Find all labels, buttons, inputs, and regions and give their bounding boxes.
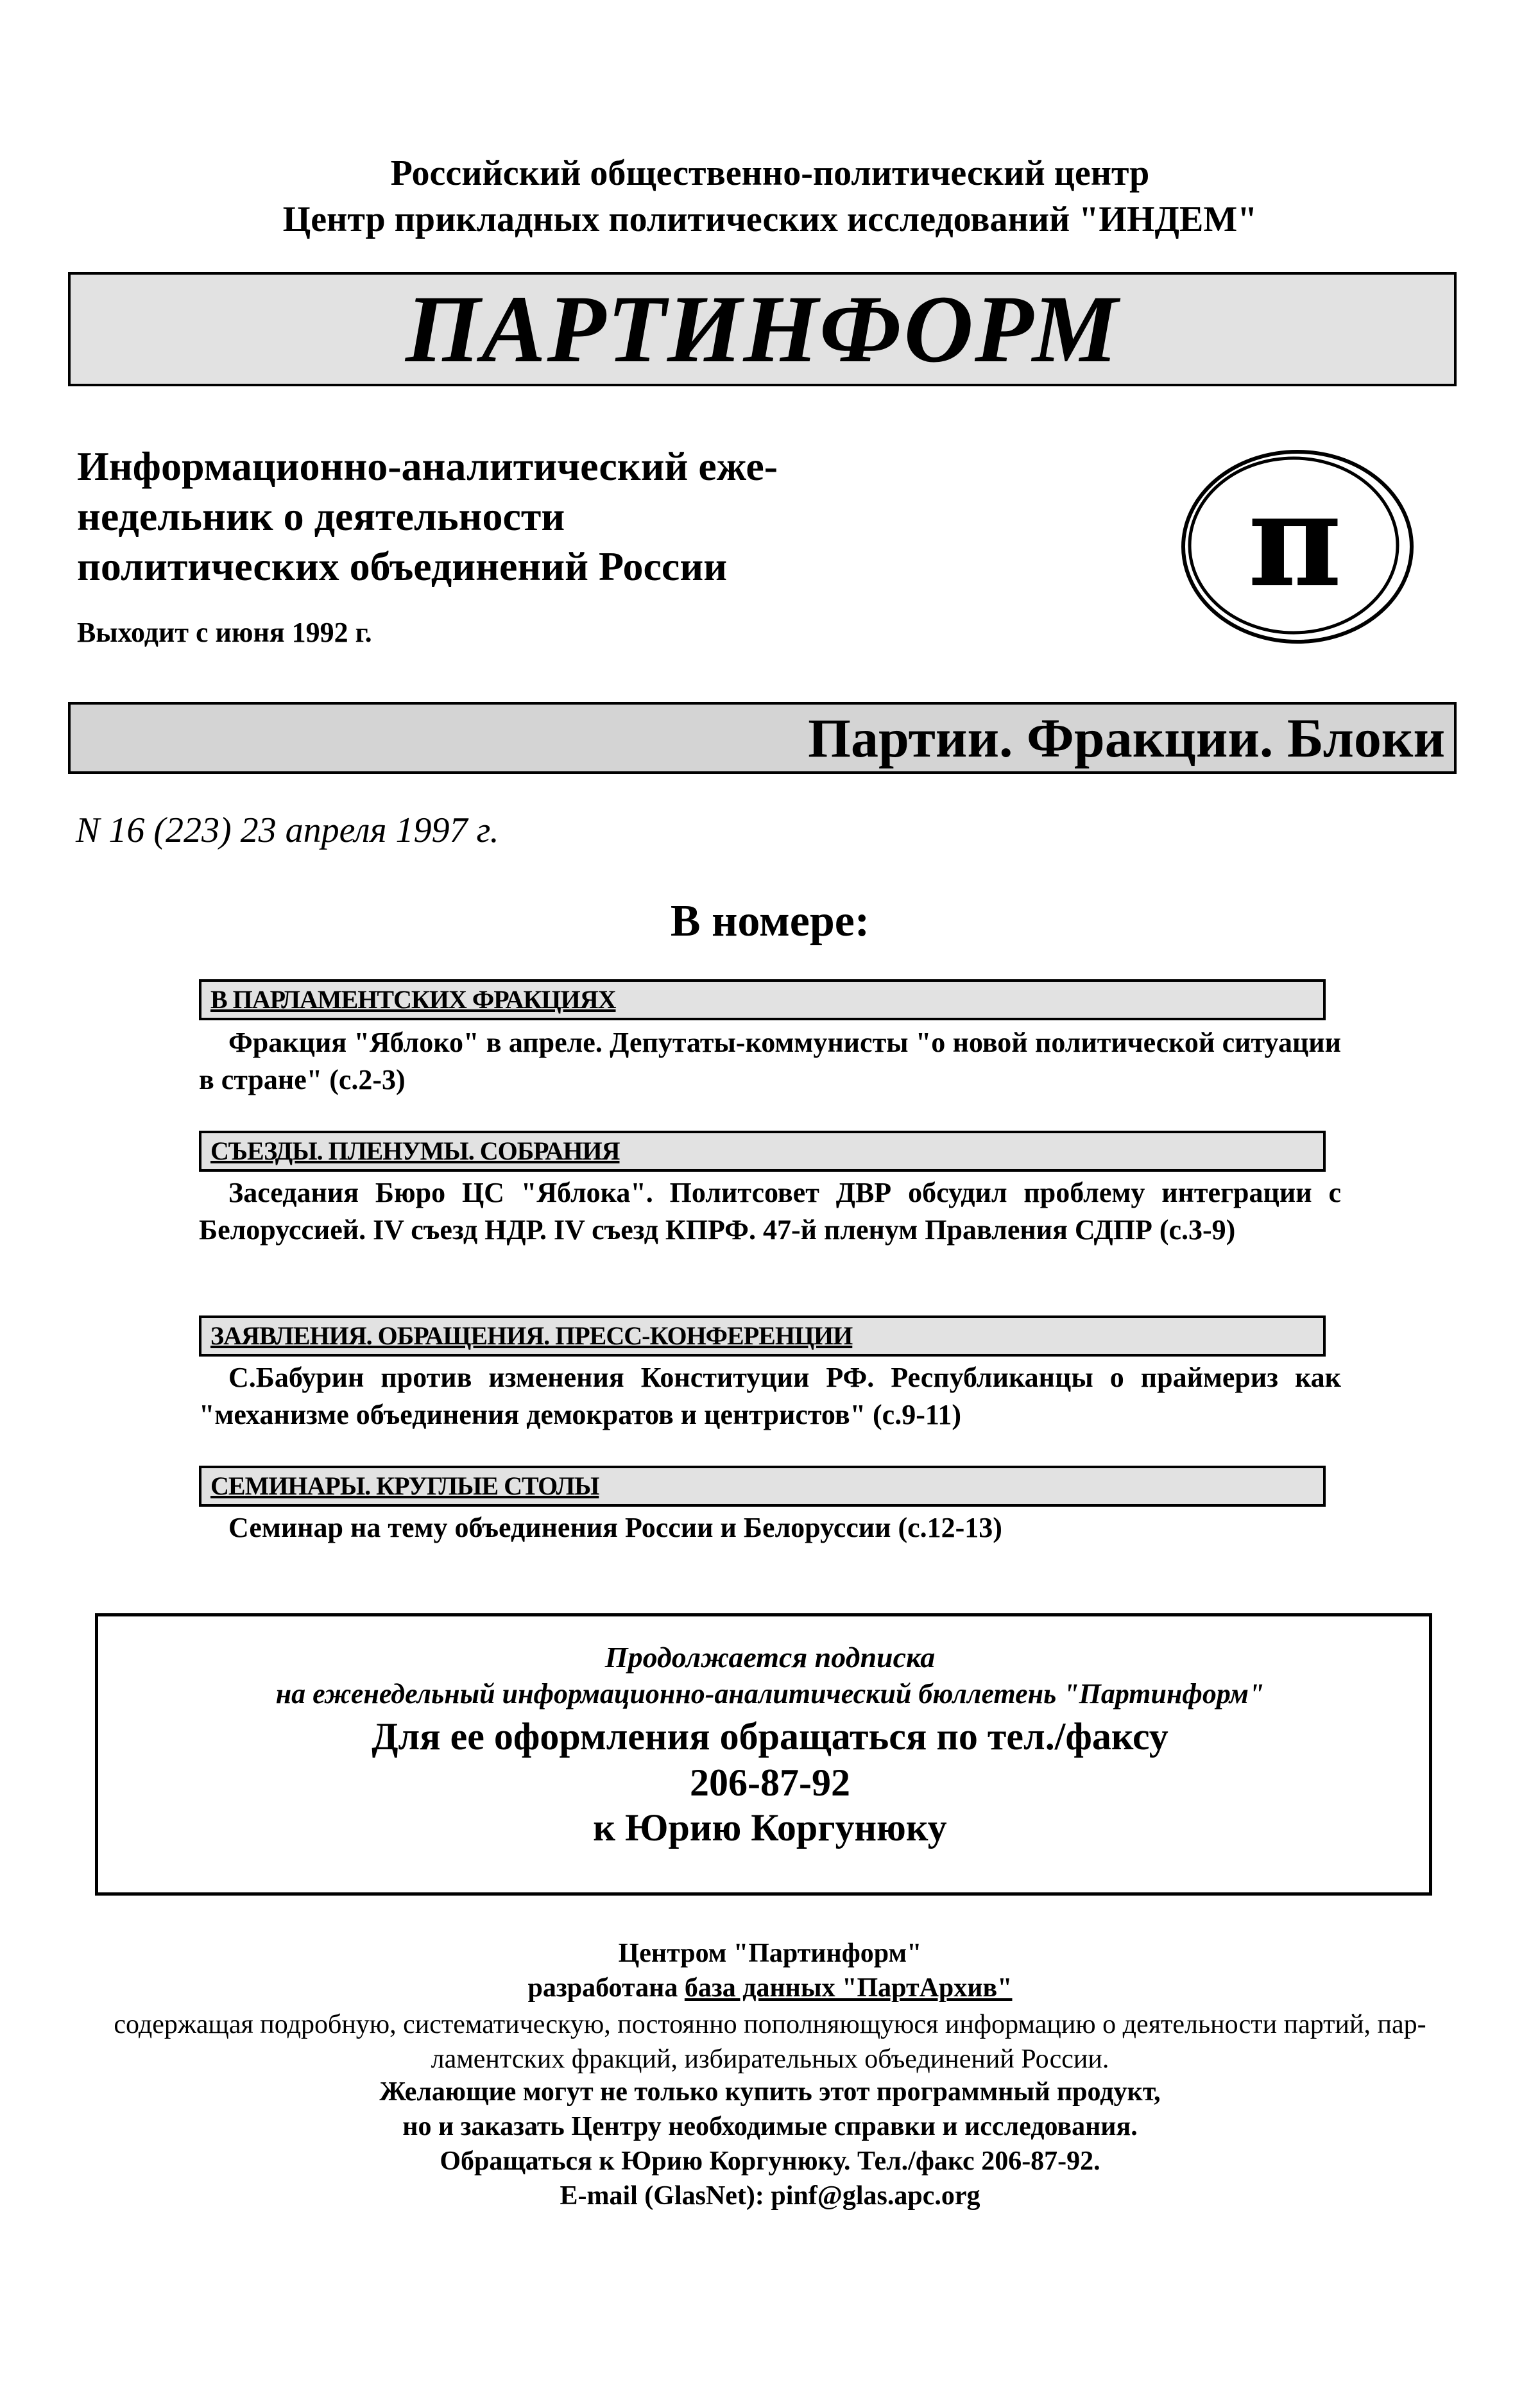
subscription-line: Для ее оформления обращаться по тел./факсу: [372, 1715, 1168, 1758]
footer-line: но и заказать Центру необходимые справки и исследования.: [402, 2112, 1138, 2141]
database-link[interactable]: база данных "ПартАрхив": [684, 1973, 1013, 2003]
contents-section-heading[interactable]: СЕМИНАРЫ. КРУГЛЫЕ СТОЛЫ: [199, 1466, 1326, 1507]
footer-line: [0, 1973, 1540, 2003]
contents-section-summary: Семинар на тему объединения России и Белоруссии (с.12-13): [228, 1512, 1002, 1543]
subscription-phone: 206-87-92: [690, 1761, 850, 1804]
subscription-line: Продолжается подписка: [604, 1641, 936, 1674]
subscription-contact: к Юрию Коргунюку: [593, 1806, 947, 1849]
org-name-line1: Российский общественно-политический центр: [390, 153, 1150, 193]
subtitle-line: политических объединений России: [77, 544, 728, 589]
section-banner-title: Партии. Фракции. Блоки: [808, 707, 1445, 769]
footer-line: Центром "Партинформ": [618, 1939, 922, 1968]
publication-since: Выходит с июня 1992 г.: [77, 617, 372, 648]
contents-section-summary: Фракция "Яблоко" в апреле. Депутаты-коммунисты "о новой политической ситуации в стране" (с.2-3): [199, 1027, 1341, 1095]
pi-circle-logo-icon: [1174, 443, 1418, 648]
footer-line: Желающие могут не только купить этот программный продукт,: [379, 2077, 1161, 2107]
subtitle-line: Информационно-аналитический еже-: [77, 443, 778, 489]
contents-title: В номере:: [670, 896, 870, 946]
contents-section-heading[interactable]: В ПАРЛАМЕНТСКИХ ФРАКЦИЯХ: [199, 979, 1326, 1020]
masthead-title: ПАРТИНФОРМ: [405, 276, 1120, 382]
issue-number: N 16 (223) 23 апреля 1997 г.: [76, 810, 499, 850]
org-name-line2: Центр прикладных политических исследований "ИНДЕМ": [282, 200, 1258, 239]
contents-section-summary: С.Бабурин против изменения Конституции РФ. Республиканцы о праймериз как "механизме объединения демократов и центристов" (с.9-11): [199, 1362, 1341, 1430]
subscription-line: на еженедельный информационно-аналитический бюллетень "Партинформ": [275, 1678, 1265, 1709]
footer-email[interactable]: E-mail (GlasNet): pinf@glas.apc.org: [560, 2181, 980, 2211]
logo-symbol: π: [1247, 465, 1342, 616]
subtitle-line: недельник о деятельности: [77, 493, 565, 539]
section-banner: [68, 702, 1457, 774]
masthead-subtitle: [77, 441, 1040, 592]
masthead-title-box: [68, 272, 1457, 386]
contents-section-summary: Заседания Бюро ЦС "Яблока". Политсовет ДВР обсудил проблему интеграции с Белоруссией. IV съезд НДР. IV съезд КПРФ. 47-й пленум Правления СДПР (с.3-9): [199, 1177, 1341, 1246]
contents-section-heading[interactable]: ЗАЯВЛЕНИЯ. ОБРАЩЕНИЯ. ПРЕСС-КОНФЕРЕНЦИИ: [199, 1315, 1326, 1357]
contents-section-heading[interactable]: СЪЕЗДЫ. ПЛЕНУМЫ. СОБРАНИЯ: [199, 1131, 1326, 1172]
footer-description: содержащая подробную, систематическую, постоянно пополняющуюся информацию о деятельности партий, пар-ламентских фракций, избирательных объединений России.: [114, 2010, 1426, 2074]
footer-line: Обращаться к Юрию Коргунюку. Тел./факс 206-87-92.: [440, 2146, 1100, 2176]
footer-text: разработана: [527, 1973, 685, 2003]
